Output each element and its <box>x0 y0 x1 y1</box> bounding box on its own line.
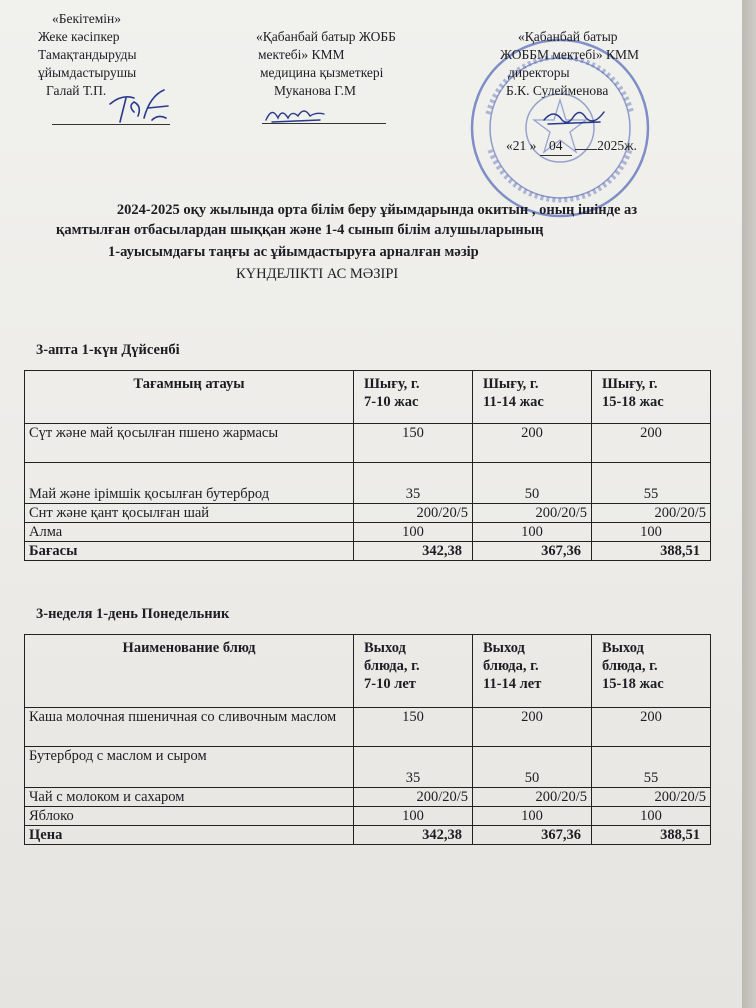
table-row <box>25 463 711 504</box>
title-line-1: 2024-2025 оқу жылында орта білім беру ұйымдарында окитын , оның ішінде аз <box>116 202 638 218</box>
table-row <box>25 747 711 788</box>
yield-value: 200/20/5 <box>354 504 473 523</box>
price-value: 367,36 <box>473 542 592 561</box>
yield-value: 100 <box>473 523 592 542</box>
yield-value: 55 <box>592 463 711 504</box>
price-label: Цена <box>25 826 354 845</box>
price-row <box>25 826 711 845</box>
organizer-name: Галай Т.П. <box>46 83 107 98</box>
table-header-row <box>25 371 711 424</box>
date-day: «21 » <box>506 138 537 153</box>
signature-right <box>540 104 610 130</box>
approve-label: «Бекітемін» <box>52 11 121 26</box>
yield-value: 200/20/5 <box>473 788 592 807</box>
dish-name: Бутерброд с маслом и сыром <box>25 747 354 788</box>
yield-value: 200 <box>592 708 711 747</box>
dish-name: Чай с молоком и сахаром <box>25 788 354 807</box>
yield-value: 100 <box>592 523 711 542</box>
dish-name: Снт және қант қосылған шай <box>25 504 354 523</box>
dish-name: Май және ірімшік қосылған бутерброд <box>25 463 354 504</box>
price-value: 367,36 <box>473 826 592 845</box>
table-row <box>25 424 711 463</box>
yield-value: 100 <box>473 807 592 826</box>
yield-value: 200 <box>592 424 711 463</box>
price-value: 388,51 <box>592 826 711 845</box>
organizer-label: ұйымдастырушы <box>38 65 137 80</box>
director-name: Б.К. Сулейменова <box>506 83 609 98</box>
price-row <box>25 542 711 561</box>
page-edge <box>742 0 756 1008</box>
price-label: Бағасы <box>25 542 354 561</box>
entrepreneur-label: Жеке кәсіпкер <box>38 29 120 44</box>
yield-value: 200/20/5 <box>473 504 592 523</box>
catering-label: Тамақтандыруды <box>38 47 137 62</box>
table-row <box>25 788 711 807</box>
yield-value: 100 <box>354 523 473 542</box>
dish-name: Каша молочная пшеничная со сливочным маслом <box>25 708 354 747</box>
dish-name: Яблоко <box>25 807 354 826</box>
date-month: 04 <box>540 137 572 156</box>
yield-value: 35 <box>354 463 473 504</box>
signature-middle <box>262 100 332 126</box>
yield-header-15-18: Шығу, г. 15-18 жас <box>592 371 711 424</box>
yield-value: 35 <box>354 747 473 788</box>
table-row <box>25 504 711 523</box>
dish-name-header: Тағамның атауы <box>25 371 354 424</box>
title-line-2: қамтылған отбасылардан шыққан және 1-4 сынып білім алушыларының <box>56 222 544 238</box>
yield-value: 150 <box>354 424 473 463</box>
medic-label: медицина қызметкері <box>260 65 384 80</box>
school-type-right: ЖОББМ мектебі» КММ <box>500 47 639 62</box>
section-title-kz: 3-апта 1-күн Дүйсенбі <box>36 342 180 358</box>
medic-name: Муканова Г.М <box>274 83 356 98</box>
table-row <box>25 807 711 826</box>
price-value: 342,38 <box>354 542 473 561</box>
yield-value: 200 <box>473 424 592 463</box>
yield-value: 50 <box>473 747 592 788</box>
title-line-4: КҮНДЕЛІКТІ АС МӘЗІРІ <box>236 266 399 282</box>
price-value: 342,38 <box>354 826 473 845</box>
table-header-row <box>25 635 711 708</box>
yield-header-7-10: Выход блюда, г. 7-10 лет <box>354 635 473 708</box>
yield-value: 200/20/5 <box>592 504 711 523</box>
approval-block-right <box>496 28 639 100</box>
yield-value: 50 <box>473 463 592 504</box>
menu-table-ru <box>24 634 711 845</box>
yield-header-7-10: Шығу, г. 7-10 жас <box>354 371 473 424</box>
yield-header-11-14: Шығу, г. 11-14 жас <box>473 371 592 424</box>
yield-value: 200 <box>473 708 592 747</box>
dish-name: Сүт және май қосылған пшено жармасы <box>25 424 354 463</box>
menu-table-kz <box>24 370 711 561</box>
yield-value: 100 <box>354 807 473 826</box>
school-name-right: «Қабанбай батыр <box>518 29 618 44</box>
yield-value: 100 <box>592 807 711 826</box>
yield-value: 150 <box>354 708 473 747</box>
title-line-3: 1-ауысымдағы таңғы ас ұйымдастыруға арналған мәзір <box>108 244 479 260</box>
yield-value: 55 <box>592 747 711 788</box>
yield-header-15-18: Выход блюда, г. 15-18 жас <box>592 635 711 708</box>
approval-date <box>506 137 637 156</box>
table-row <box>25 523 711 542</box>
price-value: 388,51 <box>592 542 711 561</box>
yield-value: 200/20/5 <box>592 788 711 807</box>
yield-header-11-14: Выход блюда, г. 11-14 лет <box>473 635 592 708</box>
signature-left <box>104 84 184 128</box>
section-title-ru: 3-неделя 1-день Понедельник <box>36 606 230 622</box>
date-year: 2025ж. <box>597 138 637 153</box>
dish-name: Алма <box>25 523 354 542</box>
approval-block-middle <box>256 28 396 100</box>
yield-value: 200/20/5 <box>354 788 473 807</box>
director-label: директоры <box>508 65 570 80</box>
school-type-mid: мектебі» КММ <box>258 47 345 62</box>
school-name-mid: «Қабанбай батыр ЖОББ <box>256 29 396 44</box>
dish-name-header: Наименование блюд <box>25 635 354 708</box>
table-row <box>25 708 711 747</box>
